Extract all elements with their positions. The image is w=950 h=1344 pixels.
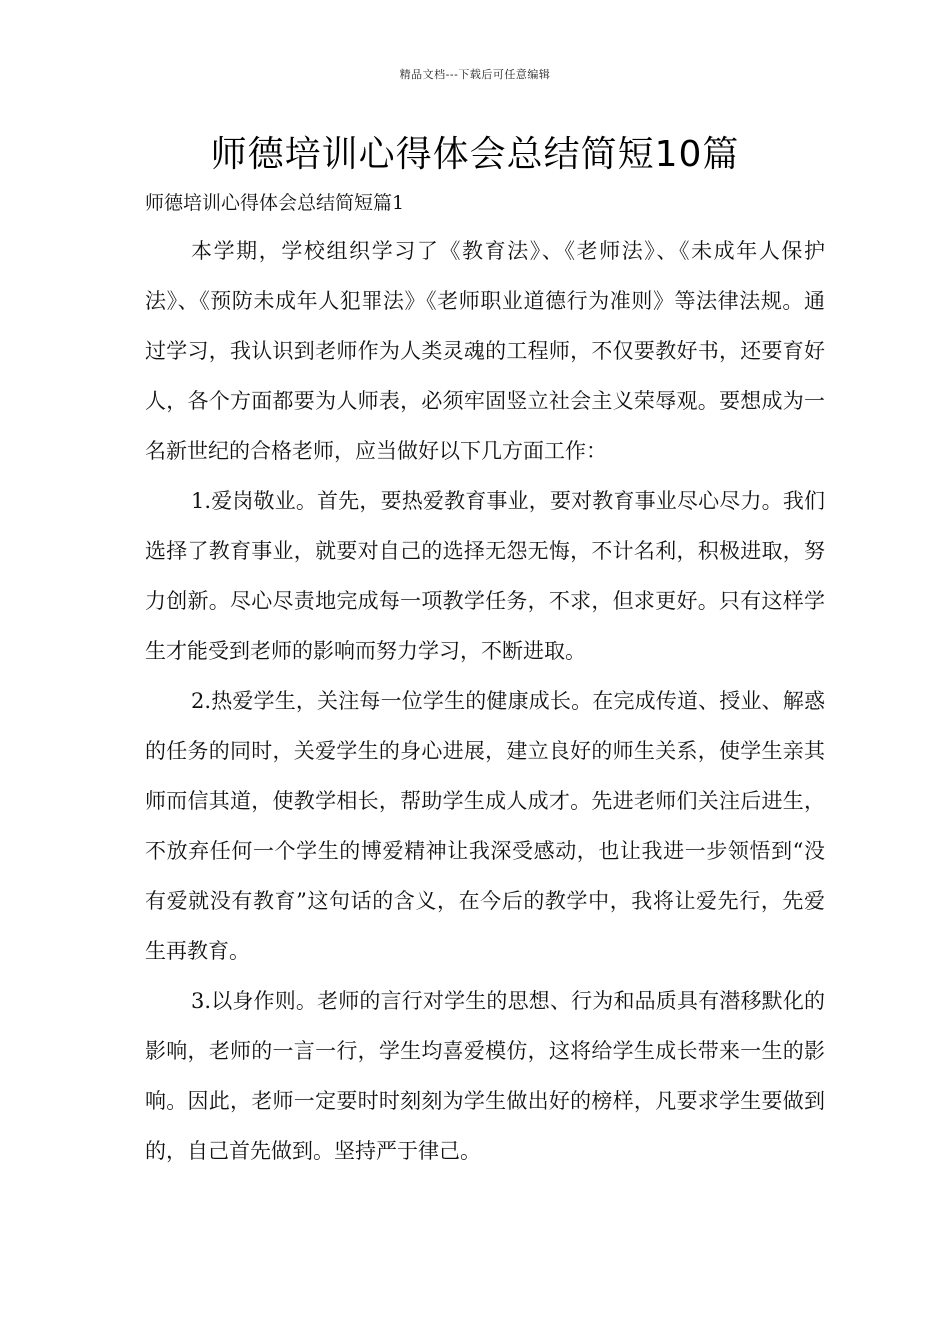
paragraph-point-2: 2.热爱学生，关注每一位学生的健康成长。在完成传道、授业、解惑的任务的同时，关爱学生的身心进展，建立良好的师生关系，使学生亲其师而信其道，使教学相长，帮助学生成人成才。先进老师们关注后进生，不放弃任何一个学生的博爱精神让我深受感动，也让我进一步领悟到“没有爱就没有教育”这句话的含义，在今后的教学中，我将让爱先行，先爱生再教育。 xyxy=(145,689,825,963)
document-title: 师德培训心得体会总结简短10篇 xyxy=(210,134,740,175)
section-subtitle: 师德培训心得体会总结简短篇1 xyxy=(145,192,405,214)
paragraph-intro: 本学期，学校组织学习了《教育法》、《老师法》、《未成年人保护法》、《预防未成年人犯罪法》《老师职业道德行为准则》等法律法规。通过学习，我认识到老师作为人类灵魂的工程师，不仅要教好书，还要育好人，各个方面都要为人师表，必须牢固竖立社会主义荣辱观。要想成为一名新世纪的合格老师，应当做好以下几方面工作： xyxy=(145,239,825,463)
paragraph-point-1: 1.爱岗敬业。首先，要热爱教育事业，要对教育事业尽心尽力。我们选择了教育事业，就要对自己的选择无怨无悔，不计名利，积极进取，努力创新。尽心尽责地完成每一项教学任务，不求，但求更好。只有这样学生才能受到老师的影响而努力学习，不断进取。 xyxy=(145,489,825,663)
paragraph-point-3: 3.以身作则。老师的言行对学生的思想、行为和品质具有潜移默化的影响，老师的一言一行，学生均喜爱模仿，这将给学生成长带来一生的影响。因此，老师一定要时时刻刻为学生做出好的榜样，凡要求学生要做到的，自己首先做到。坚持严于律己。 xyxy=(145,989,825,1163)
header-note: 精品文档---下载后可任意编辑 xyxy=(399,68,551,81)
body-text xyxy=(145,226,825,1176)
